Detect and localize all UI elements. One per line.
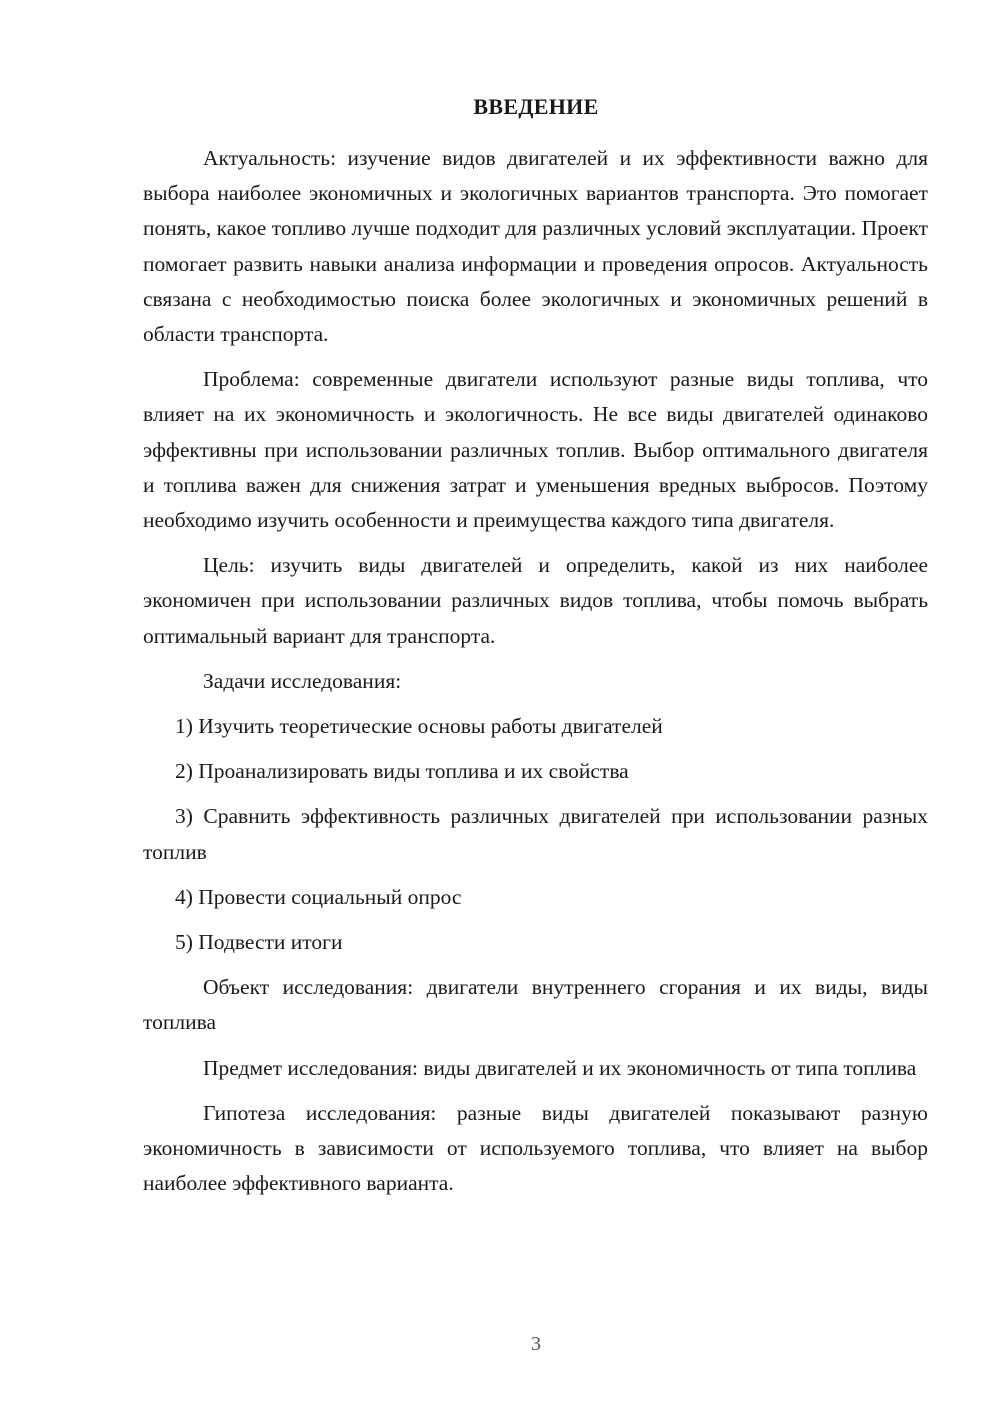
paragraph-relevance: Актуальность: изучение видов двигателей и их эффективности важно для выбора наиболее экономичных и экологичных вариантов транспорта. Это помогает понять, какое топливо лучше подходит для различных условий эксплуатации. Проект помогает развить навыки анализа информации и проведения опросов. Актуальность связана с необходимостью поиска более экологичных и экономичных решений в области транспорта. (143, 146, 928, 347)
paragraph-hypothesis: Гипотеза исследования: разные виды двигателей показывают разную экономичность в зависимости от используемого топлива, что влияет на выбор наиболее эффективного варианта. (143, 1100, 928, 1196)
task-item-4: 4) Провести социальный опрос (175, 884, 462, 909)
page-title: ВВЕДЕНИЕ (473, 94, 599, 119)
paragraph-tasks-heading: Задачи исследования: (203, 668, 402, 693)
task-item-1: 1) Изучить теоретические основы работы двигателей (175, 714, 663, 739)
paragraph-problem: Проблема: современные двигатели используют разные виды топлива, что влияет на их экономичность и экологичность. Не все виды двигателей одинаково эффективны при использовании различных топлив. Выбор оптимального двигателя и топлива важен для снижения затрат и уменьшения вредных выбросов. Поэтому необходимо изучить особенности и преимущества каждого типа двигателя. (143, 367, 928, 533)
paragraph-object: Объект исследования: двигатели внутреннего сгорания и их виды, виды топлива (143, 975, 928, 1035)
paragraph-subject: Предмет исследования: виды двигателей и их экономичность от типа топлива (203, 1055, 917, 1080)
document-body (143, 141, 928, 1211)
task-item-5: 5) Подвести итоги (175, 930, 343, 955)
task-item-3: 3) Сравнить эффективность различных двигателей при использовании разных топлив (143, 804, 928, 864)
task-item-2: 2) Проанализировать виды топлива и их свойства (175, 759, 629, 784)
paragraph-goal: Цель: изучить виды двигателей и определить, какой из них наиболее экономичен при использовании различных видов топлива, чтобы помочь выбрать оптимальный вариант для транспорта. (143, 553, 928, 648)
page-number: 3 (531, 1333, 541, 1355)
